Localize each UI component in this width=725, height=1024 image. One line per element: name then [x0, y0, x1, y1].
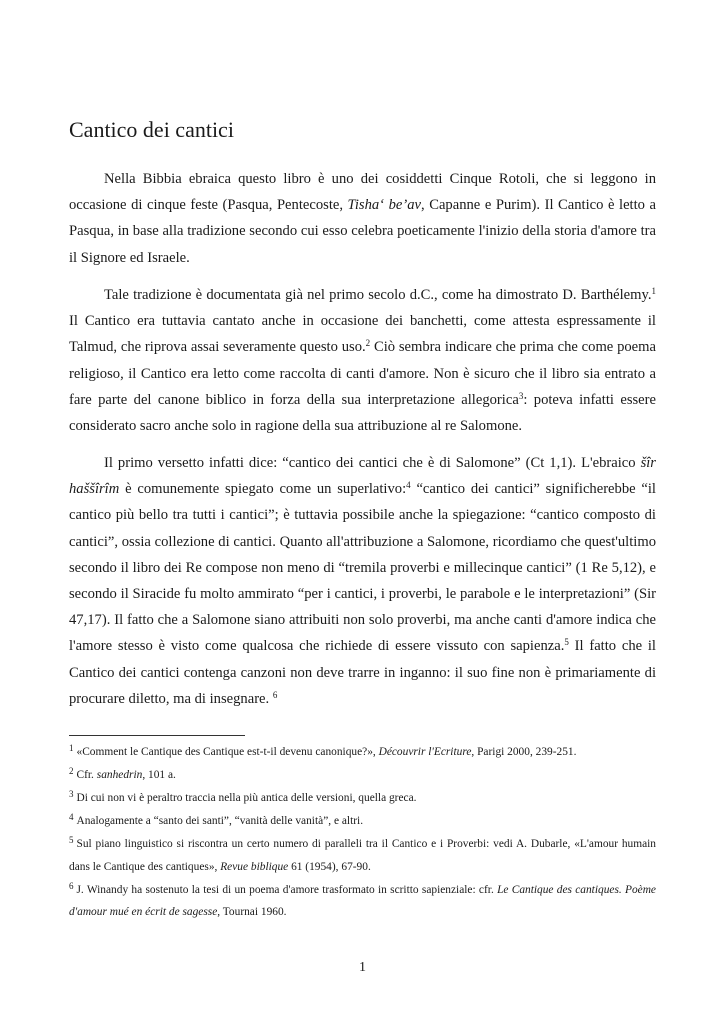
footnote-text: , Tournai 1960.	[217, 906, 287, 918]
footnote-1	[69, 741, 656, 764]
footnote-number: 6	[69, 880, 74, 891]
paragraph-1	[69, 166, 656, 271]
text-run: Ciò sembra indicare che prima che come poema religioso, il Cantico era letto come raccolta di canti d'amore. Non è sicuro che il libro sia entrato a fare parte del canone biblico in forza della sua interpretazione allegorica	[69, 339, 656, 408]
footnote-text: Analogamente a “santo dei santi”, “vanità delle vanità”, e altri.	[76, 815, 364, 827]
text-run: Tale tradizione è documentata già nel primo secolo d.C., come ha dimostrato D. Barthélemy.	[104, 287, 652, 303]
footnote-5	[69, 833, 656, 878]
footnote-text: 61 (1954), 67-90.	[288, 860, 371, 873]
footnote-number: 3	[69, 789, 74, 799]
footnote-ref-3[interactable]: 3	[518, 390, 524, 401]
footnote-ref-6[interactable]: 6	[272, 689, 278, 700]
footnote-separator	[69, 735, 245, 736]
text-run: è comunemente spiegato come un superlativo:	[119, 481, 407, 498]
footnote-ref-1[interactable]: 1	[651, 286, 656, 296]
footnote-text: Cfr.	[76, 769, 97, 781]
text-run: Il Cantico era tuttavia cantato anche in occasione dei banchetti, come attesta espressamente il Talmud, che riprova assai severamente questo uso.	[69, 313, 656, 356]
footnotes	[69, 741, 656, 924]
page-title: Cantico dei cantici	[69, 117, 234, 142]
footnote-text: «Comment le Cantique des Cantique est-t-il devenu canonique?»,	[76, 746, 379, 758]
footnote-italic: Le Cantique des cantiques. Poème d'amour mué en écrit de sagesse	[69, 883, 656, 918]
text-run: “cantico dei cantici” significherebbe “il cantico più bello tra tutti i cantici”; è tuttavia possibile anche la spiegazione: “cantico composto di cantici”, ossia collezione di cantici. Quanto all'attribuzione a Salomone, ricordiamo che quest'ultimo secondo il libro dei Re compose non meno di “tremila proverbi e millecinque cantici” (1 Re 5,12), e secondo il Siracide fu molto ammirato “per i cantici, i proverbi, le parabole e le interpretazioni” (Sir 47,17). Il fatto che a Salomone siano attribuiti non solo proverbi, ma anche canti d'amore indica che l'amore stesso è visto come qualcosa che richiede di essere vissuto con sapienza.	[69, 481, 656, 655]
footnote-3	[69, 787, 656, 810]
footnote-text: , Parigi 2000, 239-251.	[471, 746, 577, 758]
text-run: : poteva infatti essere considerato sacro anche solo in ragione della sua attribuzione al re Salomone.	[69, 391, 657, 435]
text-run: Il primo versetto infatti dice: “cantico dei cantici che è di Salomone” (Ct 1,1). L'ebraico	[104, 455, 641, 471]
footnote-text: , 101 a.	[142, 769, 176, 781]
text-run: , Capanne e Purim). Il Cantico è letto a Pasqua, in base alla tradizione secondo cui esso celebra poeticamente l'inizio della storia d'amore tra il Signore ed Israele.	[69, 197, 656, 266]
paragraph-3	[69, 450, 656, 712]
footnote-2	[69, 764, 656, 787]
footnote-number: 4	[69, 812, 74, 822]
text-run: Il fatto che il Cantico dei cantici contenga canzoni non deve trarre in inganno: il suo fine non è primariamente di procurare diletto, ma di insegnare.	[69, 638, 656, 707]
footnote-italic: Revue biblique	[220, 860, 289, 873]
footnote-italic: sanhedrin	[96, 769, 143, 781]
page-number: 1	[359, 960, 366, 975]
footnote-number: 2	[69, 766, 74, 776]
footnote-text: Sul piano linguistico si riscontra un certo numero di paralleli tra il Cantico e i Proverbi: vedi A. Dubarle, «L'amour humain dans le Cantique des cantiques»,	[69, 838, 656, 873]
paragraph-2	[69, 282, 656, 439]
italic-term: Tisha‘ be’av	[347, 197, 422, 214]
footnote-number: 5	[69, 835, 74, 845]
footnote-text: J. Winandy ha sostenuto la tesi di un poema d'amore trasformato in scritto sapienziale: cfr.	[76, 883, 498, 896]
text-run: Nella Bibbia ebraica questo libro è uno dei cosiddetti Cinque Rotoli, che si leggono in occasione di cinque feste (Pasqua, Pentecoste,	[69, 171, 656, 214]
footnote-ref-5[interactable]: 5	[564, 637, 569, 648]
italic-term: šîr haššîrîm	[69, 455, 656, 498]
footnote-ref-4[interactable]: 4	[406, 480, 411, 491]
footnote-italic: Découvrir l'Ecriture	[378, 746, 472, 758]
footnote-4	[69, 810, 656, 833]
footnote-number: 1	[69, 743, 74, 753]
footnote-ref-2[interactable]: 2	[365, 338, 371, 349]
footnote-6	[69, 879, 656, 924]
footnote-text: Di cui non vi è peraltro traccia nella più antica delle versioni, quella greca.	[76, 792, 417, 804]
